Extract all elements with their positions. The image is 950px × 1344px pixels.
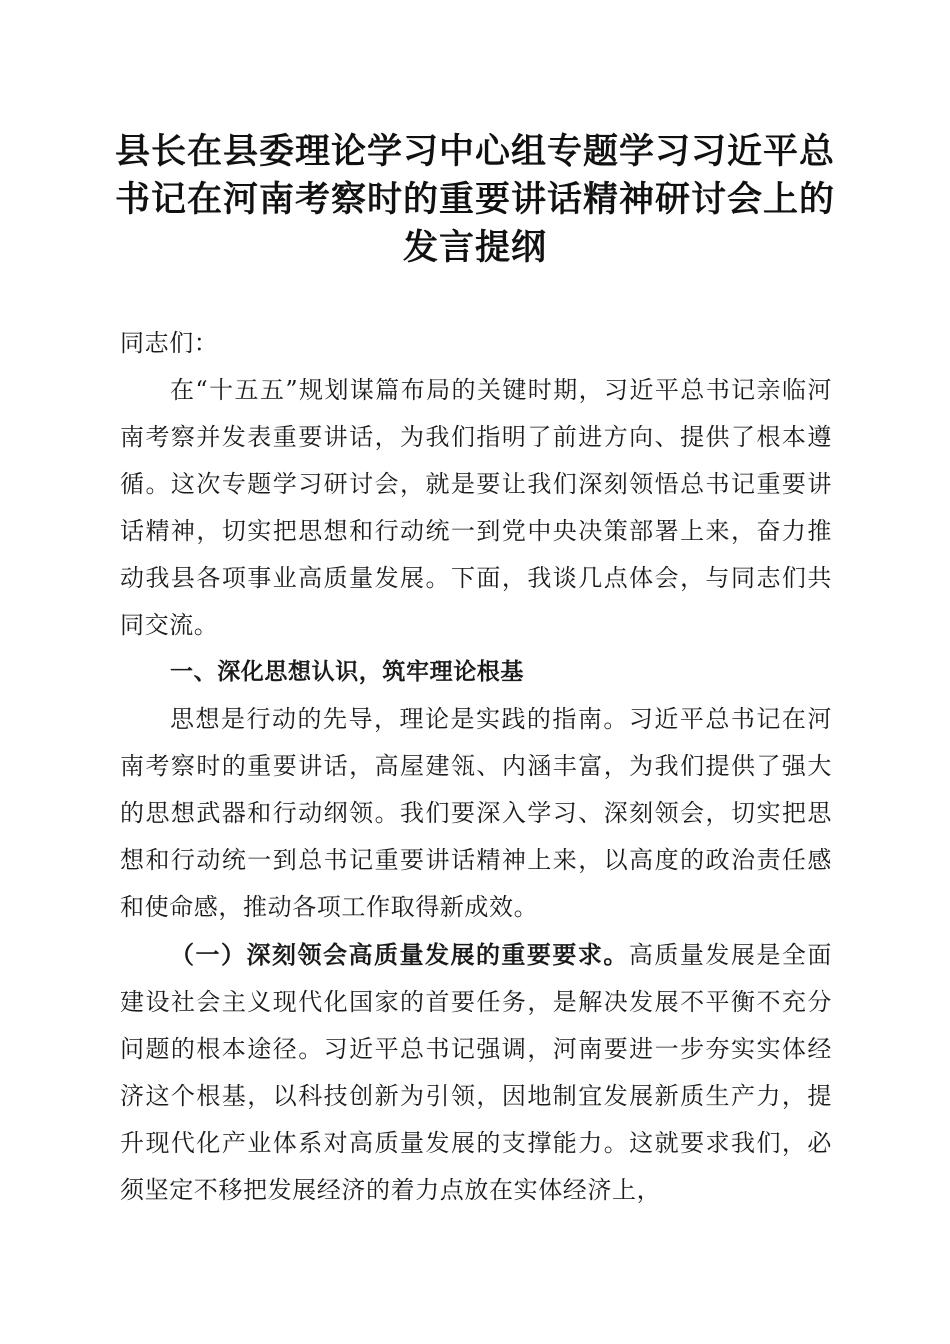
subsection-1-body: 高质量发展是全面建设社会主义现代化国家的首要任务，是解决发展不平衡不充分问题的根本途径。习近平总书记强调，河南要进一步夯实实体经济这个根基，以科技创新为引领，因地制宜发展新质生产力，提升现代化产业体系对高质量发展的支撑能力。这就要求我们，必须坚定不移把发展经济的着力点放在实体经济上， bbox=[120, 941, 832, 1204]
subsection-1-lead: （一）深刻领会高质量发展的重要要求。 bbox=[170, 940, 629, 969]
intro-paragraph: 在“十五五”规划谋篇布局的关键时期，习近平总书记亲临河南考察并发表重要讲话，为我们指明了前进方向、提供了根本遵循。这次专题学习研讨会，就是要让我们深刻领悟总书记重要讲话精神，切实把思想和行动统一到党中央决策部署上来，奋力推动我县各项事业高质量发展。下面，我谈几点体会，与同志们共同交流。 bbox=[120, 376, 832, 639]
section-heading-1: 一、深化思想认识，筑牢理论根基 bbox=[170, 659, 524, 685]
subsection-1-paragraph bbox=[120, 931, 832, 1214]
document-body bbox=[120, 320, 832, 1214]
salutation: 同志们： bbox=[120, 329, 219, 357]
document-title: 县长在县委理论学习中心组专题学习习近平总书记在河南考察时的重要讲话精神研讨会上的发言提纲 bbox=[114, 131, 835, 268]
section-1-paragraph: 思想是行动的先导，理论是实践的指南。习近平总书记在河南考察时的重要讲话，高屋建瓴、内涵丰富，为我们提供了强大的思想武器和行动纲领。我们要深入学习、深刻领会，切实把思想和行动统一到总书记重要讲话精神上来，以高度的政治责任感和使命感，推动各项工作取得新成效。 bbox=[120, 705, 832, 921]
